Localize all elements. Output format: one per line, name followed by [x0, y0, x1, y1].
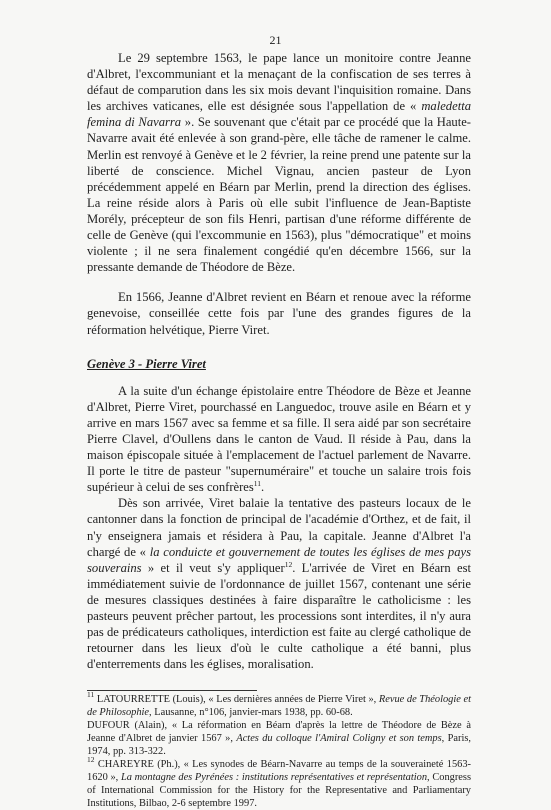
paragraph-1: Le 29 septembre 1563, le pape lance un monitoire contre Jeanne d'Albret, l'excommuniant et la menaçant de la confiscation de ses terres à défaut de comparution dans les six mois devant l'inquisition romaine. Dans les archives vaticanes, elle est désignée sous l'appellation de « maledetta femina di Navarra ». Se souvenant que c'était par ce procédé que la Haute-Navarre avait été enlevée à son grand-père, elle tâche de ramener le calme. Merlin est renvoyé à Genève et le 2 février, la reine prend une patente sur la liberté de conscience. Michel Vignau, ancien pasteur de Lyon précédemment appelé en Béarn par Merlin, prend la direction des églises. La reine réside alors à Paris où elle subit l'influence de Jean-Baptiste Morély, précepteur de son fils Henri, partisan d'une réforme différente de celle de Genève (qui l'excommunie en 1563), plus "démocratique" et moins violente ; il ne sera finalement congédié qu'en décembre 1566, sur la pressante demande de Théodore de Bèze. — [87, 51, 471, 275]
page-number: 21 — [269, 33, 282, 47]
footnote-ref-12: 12 — [284, 559, 293, 569]
italic-quote: maledetta femina di Navarra — [87, 99, 471, 130]
footnote-ref-11: 11 — [253, 479, 262, 489]
footnote-11: $^{11}$ LATOURRETTE (Louis), « Les dernières années de Pierre Viret », Revue de Théologie et de Philosophie, Lausanne, n°106, janvier-mars 1938, pp. 60-68. — [87, 690, 471, 719]
paragraph-4: Dès son arrivée, Viret balaie la tentative des pasteurs locaux de le cantonner dans la fonction de principal de l'académie d'Orthez, et de fait, il n'y enseignera jamais et résidera à Pau, la capitale. Jeanne d'Albret l'a chargé de « la conduicte et gouvernement de toutes les églises de mes pays souverains » et il veut s'y appliquer$^{12}$. L'arrivée de Viret en Béarn est immédiatement suivie de l'ordonnance de juillet 1567, contenant une série de mesures classiques destinées à faire disparaître le catholicisme : les pasteurs peuvent prêcher partout, les processions sont interdites, il n'y aura pas de prédicateurs catholiques, interdiction est faite au clergé catholique de retourner dans les lieux d'où le culte catholique a été banni, plus d'enterrements dans les églises, moralisation. — [87, 496, 472, 672]
footnote-12: $^{12}$ CHAREYRE (Ph.), « Les synodes de Béarn-Navarre au temps de la souveraineté 1563-1620 », La montagne des Pyrénées : institutions représentatives et représentation, Congress of International Commission for the History for the Representative and Parliamentary Institutions, Bilbao, 2-6 septembre 1997. — [87, 755, 471, 810]
paragraph-2: En 1566, Jeanne d'Albret revient en Béarn et renoue avec la réforme genevoise, conseillée cette fois par l'une des grandes figures de la réformation helvétique, Pierre Viret. — [87, 290, 471, 337]
section-heading: Genève 3 - Pierre Viret — [87, 356, 206, 371]
paragraph-3: A la suite d'un échange épistolaire entre Théodore de Bèze et Jeanne d'Albret, Pierre Viret, pourchassé en Languedoc, trouve asile en Béarn et y arrive en mars 1567 avec sa femme et sa fille. Il sera aidé par son secrétaire Pierre Clavel, d'Oullens dans le canton de Vaud. Il réside à Pau, dans la maison épiscopale située à l'emplacement de l'actuel parlement de Navarre. Il porte le titre de pasteur "supernuméraire" et touche un salaire trois fois supérieur à celui de ses confrères$^{11}$. — [87, 383, 471, 495]
footnote-11-second: DUFOUR (Alain), « La réformation en Béarn d'après la lettre de Théodore de Bèze à Jeanne d'Albret de janvier 1567 », Actes du colloque l'Amiral Coligny et son temps, Paris, 1974, pp. 313-322. — [87, 720, 472, 758]
page-body — [87, 50, 471, 810]
footnote-divider — [87, 690, 257, 691]
italic-quote: la conduicte et gouvernement de toutes les églises de mes pays souverains — [87, 544, 472, 575]
footnotes — [87, 690, 472, 810]
